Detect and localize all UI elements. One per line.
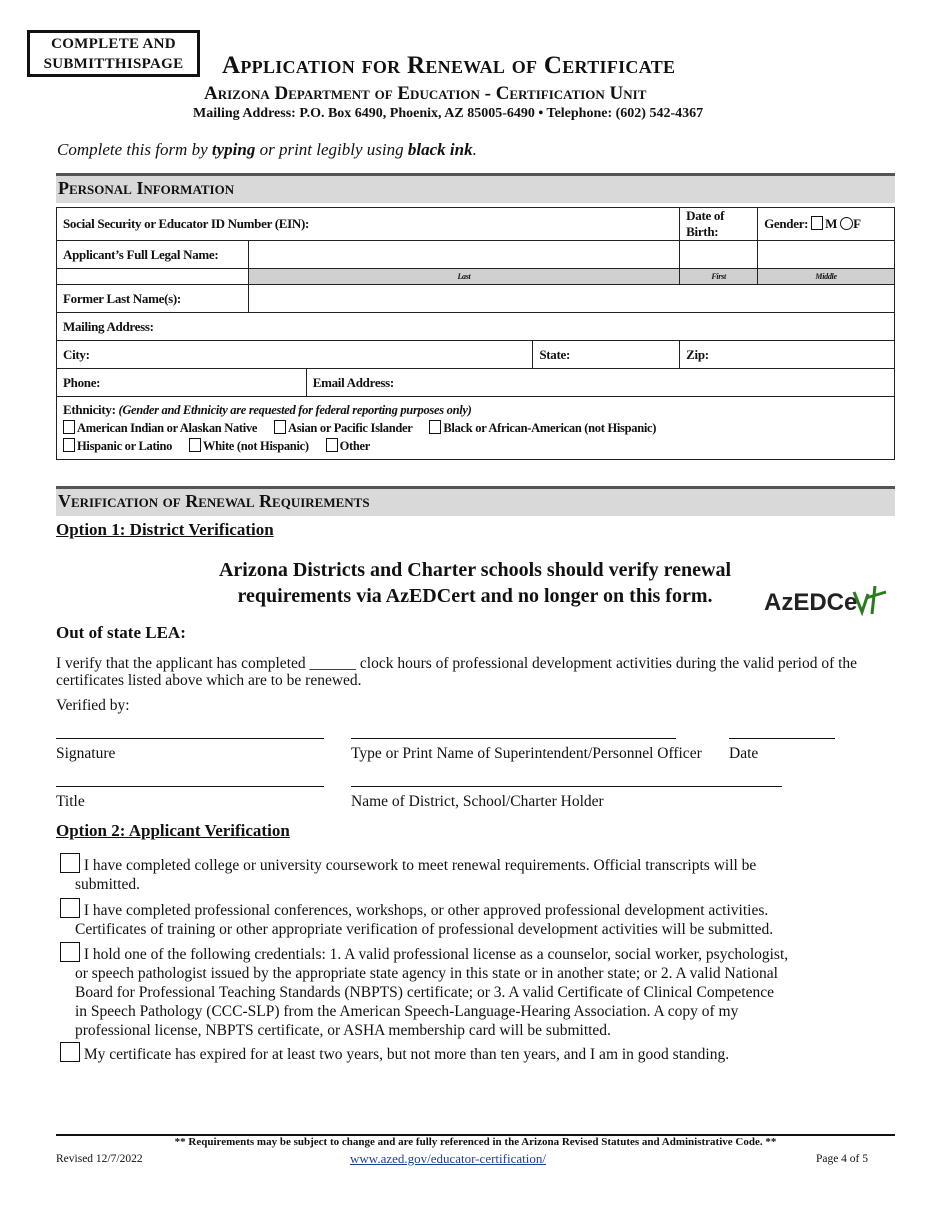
eth-label: Black or African-American (not Hispanic) [443,421,657,435]
eth-option-asian[interactable] [274,421,413,435]
gender-m-checkbox[interactable] [811,216,823,230]
dob-field[interactable] [680,208,758,241]
mailing-address-field[interactable] [57,313,895,341]
state-label: State: [539,346,571,362]
personal-info-table [56,207,895,460]
out-of-state-label: Out of state LEA: [56,623,186,642]
email-label: Email Address: [312,374,394,390]
former-name-label-cell [57,285,249,313]
instr-post: . [472,140,477,159]
certification-link[interactable]: www.azed.gov/educator-certification/ [350,1151,546,1166]
name-sub-blank [57,269,249,285]
gender-m-label: M [825,216,838,231]
gender-field [758,208,895,241]
applicant-check-coursework [60,853,890,894]
eth-label: Asian or Pacific Islander [288,421,413,435]
pd-text-1: I have completed professional conferences, workshops, or other approved professional development activities. [80,902,769,919]
district-caption: Name of District, School/Charter Holder [351,793,604,810]
expired-checkbox[interactable] [60,1042,80,1062]
sub-last: Last [248,269,679,285]
eth-option-white[interactable] [189,439,309,453]
eth-label: American Indian or Alaskan Native [77,421,258,435]
signature-line[interactable] [56,738,324,739]
coursework-text-2: submitted. [75,876,141,893]
stamp-line-1: COMPLETE AND [51,36,176,52]
full-name-label: Applicant’s Full Legal Name: [63,246,219,262]
coursework-checkbox[interactable] [60,853,80,873]
zip-field[interactable] [680,341,895,369]
state-field[interactable] [533,341,680,369]
former-name-input[interactable] [248,285,894,313]
eth-checkbox[interactable] [189,438,201,452]
middle-name-input[interactable] [758,241,895,269]
phone-field[interactable] [57,369,307,397]
city-label: City: [63,346,90,362]
applicant-check-credentials [60,942,890,1040]
eth-option-american-indian[interactable] [63,421,257,435]
date-caption: Date [729,745,759,762]
title-caption: Title [56,793,85,810]
instr-pre: Complete this form by [57,140,212,159]
eth-label: Other [339,439,370,453]
azedcert-notice [170,557,780,609]
credentials-text-2: or speech pathologist issued by the appropriate state agency in this state or in another state; or 2. A valid National [75,965,778,982]
superintendent-caption: Type or Print Name of Superintendent/Personnel Officer [351,745,702,762]
pd-checkbox[interactable] [60,898,80,918]
eth-checkbox[interactable] [63,438,75,452]
stamp-line-2: SUBMITTHISPAGE [43,56,184,72]
ethnicity-note: (Gender and Ethnicity are requested for federal reporting purposes only) [118,403,472,417]
instr-ink: black ink [407,140,473,159]
option1-title: Option 1: District Verification [56,520,274,539]
verify-line-2: certificates listed above which are to be renewed. [56,672,362,689]
mailing-address-header: Mailing Address: P.O. Box 6490, Phoenix, AZ 85005-6490 • Telephone: (602) 542-4367 [193,106,704,121]
verify-line-1: I verify that the applicant has completed ______ clock hours of professional development activities during the valid period of the [56,655,858,672]
mailing-address-label: Mailing Address: [63,318,154,334]
first-name-input[interactable] [680,241,758,269]
credentials-text-5: professional license, NBPTS certificate, or ASHA membership card will be submitted. [75,1022,611,1039]
verify-statement [56,655,906,689]
eth-checkbox[interactable] [429,420,441,434]
revised-date: Revised 12/7/2022 [56,1153,143,1165]
full-name-label-cell [57,241,249,269]
instr-typing: typing [211,140,256,159]
department-subtitle: Arizona Department of Education - Certification Unit [204,83,647,104]
title-line[interactable] [56,786,324,787]
azedcert-logo [762,578,890,624]
last-name-input[interactable] [248,241,679,269]
eth-label: Hispanic or Latino [77,439,173,453]
page-number: Page 4 of 5 [815,1153,868,1165]
credentials-checkbox[interactable] [60,942,80,962]
complete-and-submit-stamp [27,30,200,77]
ssn-label: Social Security or Educator ID Number (EIN): [63,216,310,231]
eth-checkbox[interactable] [326,438,338,452]
gender-f-radio[interactable] [840,217,853,230]
ethnicity-label: Ethnicity: [63,402,116,417]
eth-option-other[interactable] [326,439,370,453]
credentials-text-4: in Speech Pathology (CCC-SLP) from the American Speech-Language-Hearing Association. A copy of my [75,1003,739,1020]
option2-title: Option 2: Applicant Verification [56,821,290,840]
eth-option-hispanic[interactable] [63,439,172,453]
zip-label: Zip: [686,346,709,362]
credentials-text-3: Board for Professional Teaching Standards (NBPTS) certificate; or 3. A valid Certificate of Clinical Competence [75,984,774,1001]
email-field[interactable] [306,369,894,397]
district-line[interactable] [351,786,782,787]
verification-heading: Verification of Renewal Requirements [56,486,895,516]
eth-label: White (not Hispanic) [202,439,309,453]
applicant-check-expired [60,1042,890,1064]
pd-text-2: Certificates of training or other appropriate verification of professional development activities will be submitted. [75,921,774,938]
footer-note: ** Requirements may be subject to change and are fully referenced in the Arizona Revised Statutes and Administrative Code. ** [174,1136,777,1148]
form-instructions [57,140,477,160]
sub-middle: Middle [758,269,895,285]
logo-text-main: AzEDCe [764,589,858,616]
eth-checkbox[interactable] [63,420,75,434]
notice-line-1: Arizona Districts and Charter schools should verify renewal [218,559,731,581]
former-name-label: Former Last Name(s): [63,290,181,306]
date-line[interactable] [729,738,835,739]
city-field[interactable] [57,341,533,369]
personal-info-heading: Personal Information [56,173,895,203]
azedcert-logo-icon [762,578,890,624]
signature-caption: Signature [56,745,116,762]
applicant-check-pd [60,898,890,939]
coursework-text-1: I have completed college or university coursework to meet renewal requirements. Official transcripts will be [80,857,757,874]
sub-first: First [680,269,758,285]
form-title: Application for Renewal of Certificate [222,52,676,79]
eth-checkbox[interactable] [274,420,286,434]
notice-line-2: requirements via AzEDCert and no longer on this form. [237,585,713,607]
ssn-field[interactable] [57,208,680,241]
gender-label: Gender: [764,216,809,231]
expired-text: My certificate has expired for at least two years, but not more than ten years, and I am in good standing. [80,1046,730,1063]
gender-f-label: F [853,216,861,231]
superintendent-name-line[interactable] [351,738,676,739]
credentials-text-1: I hold one of the following credentials: 1. A valid professional license as a counselor, social worker, psychologist, [80,946,789,963]
ethnicity-field [57,397,895,460]
eth-option-black[interactable] [429,421,656,435]
instr-mid: or print legibly using [255,140,408,159]
dob-label: Date of Birth: [686,208,725,239]
verified-by-label: Verified by: [56,697,130,714]
phone-label: Phone: [63,374,101,390]
